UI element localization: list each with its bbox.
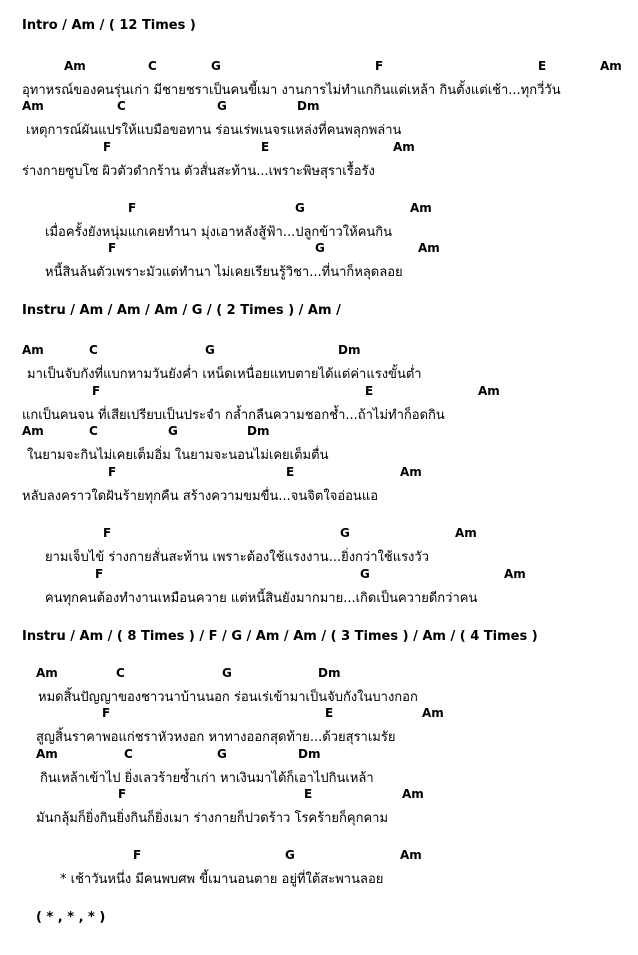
chord: Am <box>22 343 44 357</box>
chord: F <box>375 59 384 73</box>
chord: E <box>365 384 374 398</box>
lyric-line: เหตุการณ์ผันแปรให้แบมือขอทาน ร่อนเร่พเนจรแหล่งที่คนพลุกพล่าน <box>26 123 402 138</box>
chord: Am <box>36 666 58 680</box>
chord: Dm <box>338 343 361 357</box>
chord: G <box>340 526 350 540</box>
chord: Am <box>418 241 440 255</box>
chord: F <box>102 706 111 720</box>
chord: F <box>108 241 117 255</box>
chord: C <box>89 424 98 438</box>
chord: F <box>103 140 112 154</box>
chord: G <box>360 567 370 581</box>
chord: F <box>128 201 137 215</box>
chord: G <box>217 99 227 113</box>
chord: C <box>117 99 126 113</box>
lyric-line: ร่างกายซูบโซ ผิวตัวดำกร้าน ตัวสั่นสะท้าน...เพราะพิษสุราเรื้อรัง <box>22 164 375 179</box>
chord: G <box>205 343 215 357</box>
chord: Am <box>393 140 415 154</box>
chord: F <box>95 567 104 581</box>
chord: Am <box>36 747 58 761</box>
lyric-line: อุทาหรณ์ของคนรุ่นเก่า มีชายชราเป็นคนขี้เมา งานการไม่ทำแกกินแต่เหล้า กินตั้งแต่เช้า...ทุกวี่วัน <box>22 83 561 98</box>
lyric-line: หมดสิ้นปัญญาของชาวนาบ้านนอก ร่อนเร่เข้ามาเป็นจับกังในบางกอก <box>38 690 418 705</box>
lyric-line: แกเป็นคนจน ที่เสียเปรียบเป็นประจำ กล้ำกลืนความชอกช้ำ...ถ้าไม่ทำก็อดกิน <box>22 408 445 423</box>
lyric-line: หนี้สินล้นตัวเพราะมัวแต่ทำนา ไม่เคยเรียนรู้วิชา...ที่นาก็หลุดลอย <box>45 265 403 280</box>
lyric-line: ยามเจ็บไข้ ร่างกายสั่นสะท้าน เพราะต้องใช้แรงงาน...ยิ่งกว่าใช้แรงวัว <box>45 550 430 565</box>
chord: E <box>538 59 547 73</box>
chord: E <box>304 787 313 801</box>
chord: Am <box>600 59 622 73</box>
instrumental-line: Instru / Am / ( 8 Times ) / F / G / Am / Am / ( 3 Times ) / Am / ( 4 Times ) <box>22 629 538 644</box>
chord: E <box>286 465 295 479</box>
chord: C <box>124 747 133 761</box>
chord: Dm <box>297 99 320 113</box>
chord: Am <box>410 201 432 215</box>
chord: Am <box>22 99 44 113</box>
lyric-line: ในยามจะกินไม่เคยเต็มอิ่ม ในยามจะนอนไม่เคยเต็มตื่น <box>27 448 329 463</box>
chord: F <box>103 526 112 540</box>
chord: G <box>222 666 232 680</box>
chord: Am <box>400 848 422 862</box>
chord: G <box>168 424 178 438</box>
chord: F <box>108 465 117 479</box>
chord: G <box>285 848 295 862</box>
lyric-line: สูญสิ้นราคาพอแก่ชราหัวหงอก หาทางออกสุดท้าย...ด้วยสุราเมรัย <box>36 730 396 745</box>
chord: G <box>211 59 221 73</box>
chord: Am <box>22 424 44 438</box>
chord: Dm <box>318 666 341 680</box>
chord: C <box>116 666 125 680</box>
ending-repeat-line: ( * , * , * ) <box>36 910 106 925</box>
lyric-line: หลับลงคราวใดฝันร้ายทุกคืน สร้างความขมขื่น...จนจิตใจอ่อนแอ <box>22 489 379 504</box>
lyric-line: มาเป็นจับกังที่แบกหามวันยังค่ำ เหน็ดเหนื่อยแทบตายได้แต่ค่าแรงขั้นต่ำ <box>27 367 422 382</box>
lyric-line: คนทุกคนต้องทำงานเหมือนควาย แต่หนี้สินยังมากมาย...เกิดเป็นควายดีกว่าคน <box>45 591 478 606</box>
intro-line: Intro / Am / ( 12 Times ) <box>22 18 196 33</box>
chord: Am <box>64 59 86 73</box>
chord: Am <box>400 465 422 479</box>
lyric-line: มันกลุ้มก็ยิ่งกินยิ่งกินก็ยิ่งเมา ร่างกายก็ปวดร้าว โรคร้ายก็คุกคาม <box>36 811 389 826</box>
chord: Am <box>455 526 477 540</box>
chord: E <box>261 140 270 154</box>
chord: Am <box>402 787 424 801</box>
chord: C <box>148 59 157 73</box>
chord: F <box>133 848 142 862</box>
instrumental-line: Instru / Am / Am / Am / G / ( 2 Times ) / Am / <box>22 303 341 318</box>
lyric-line: เมื่อครั้งยังหนุ่มแกเคยทำนา มุ่งเอาหลังสู้ฟ้า...ปลูกข้าวให้คนกิน <box>45 225 393 240</box>
chord: Am <box>478 384 500 398</box>
chord: Am <box>504 567 526 581</box>
chord: C <box>89 343 98 357</box>
chord: Dm <box>298 747 321 761</box>
lyric-line: * เช้าวันหนึ่ง มีคนพบศพ ขี้เมานอนตาย อยู่ที่ใต้สะพานลอย <box>60 872 384 887</box>
chord: E <box>325 706 334 720</box>
chord: Am <box>422 706 444 720</box>
chord: G <box>217 747 227 761</box>
chord: G <box>295 201 305 215</box>
chord: G <box>315 241 325 255</box>
chord: F <box>92 384 101 398</box>
chord: Dm <box>247 424 270 438</box>
chord: F <box>118 787 127 801</box>
lyric-line: กินเหล้าเข้าไป ยิ่งเลวร้ายซ้ำเก่า หาเงินมาได้ก็เอาไปกินเหล้า <box>40 771 374 786</box>
